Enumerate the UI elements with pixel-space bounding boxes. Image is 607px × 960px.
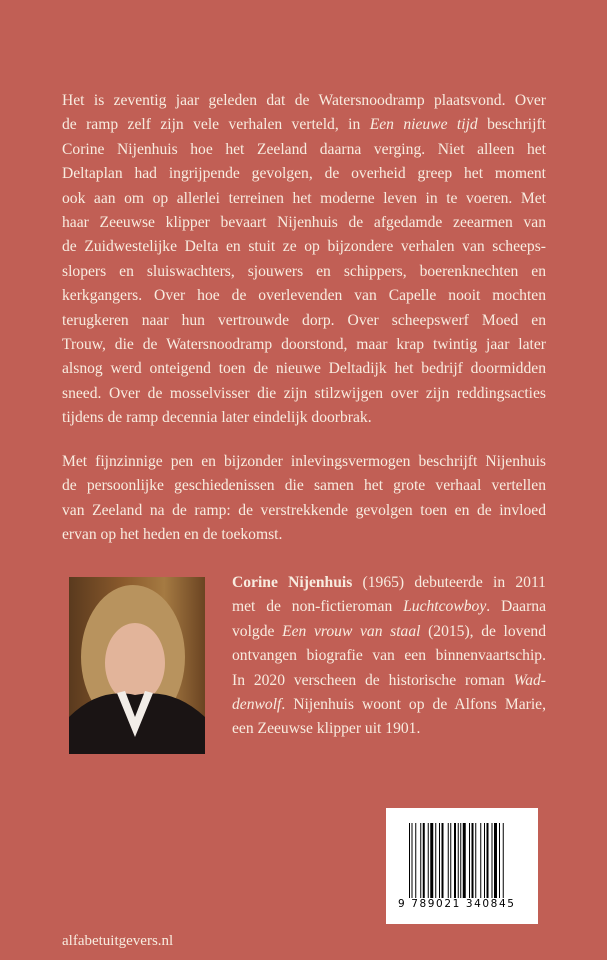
text-line <box>62 474 546 498</box>
text-line <box>232 644 546 668</box>
text-line <box>62 309 546 333</box>
text-segment: Trouw, die de Watersnoodramp doorstond, maar krap twintig jaar later <box>62 335 546 353</box>
text-line <box>62 187 546 211</box>
text-line <box>62 450 546 474</box>
text-segment: kerkgangers. Over hoe de overlevenden van Capelle nooit mochten <box>62 287 546 305</box>
text-segment: de Zuidwestelijke Delta en stuit ze op bijzondere verhalen van scheeps- <box>62 238 546 256</box>
barcode-bar <box>420 823 421 899</box>
blurb-paragraph-2 <box>62 450 546 548</box>
text-segment: ook aan om op allerlei terreinen het moderne leven in te voeren. Met <box>62 189 546 207</box>
text-line <box>62 89 546 113</box>
barcode-bar <box>454 823 456 899</box>
text-segment: terugkeren naar hun vertrouwde dorp. Over scheepswerf Moed en <box>62 311 546 329</box>
barcode-bar <box>472 823 474 899</box>
text-line <box>62 523 546 547</box>
blurb-paragraph-1 <box>62 89 546 430</box>
text-line <box>62 211 546 235</box>
text-line <box>232 669 546 693</box>
barcode-bars <box>409 823 517 907</box>
text-segment: (2015), de lovend <box>420 622 546 640</box>
barcode-bar <box>492 823 493 899</box>
italic-title: Een vrouw van staal <box>282 622 421 640</box>
italic-title: denwolf <box>232 695 282 713</box>
barcode-bar <box>463 823 466 899</box>
text-segment: volgde <box>232 622 283 640</box>
text-line <box>232 717 546 741</box>
text-line <box>62 113 546 137</box>
text-segment: Met fijnzinnige pen en bijzonder inlevingsvermogen beschrijft Nijenhuis <box>62 453 546 470</box>
text-segment: slopers en sluiswachters, sjouwers en schippers, boerenknechten en <box>62 262 546 280</box>
text-segment: In 2020 verscheen de historische roman <box>232 671 514 689</box>
barcode-bar <box>435 823 436 899</box>
barcode-bar <box>439 823 440 899</box>
text-line <box>232 620 546 644</box>
isbn-number: 9 789021 340845 <box>398 898 516 910</box>
isbn-barcode <box>386 808 538 924</box>
text-segment: met de non-fictieroman <box>232 598 404 616</box>
barcode-bar <box>494 823 497 899</box>
author-name: Corine Nijenhuis <box>232 574 353 591</box>
text-line <box>62 406 546 430</box>
text-line <box>232 571 546 595</box>
text-segment: beschrijft <box>477 116 546 134</box>
barcode-bar <box>423 823 425 899</box>
text-line <box>62 235 546 259</box>
text-segment: tijdens de ramp decennia later eindelijk doorbrak. <box>62 409 372 427</box>
barcode-bar <box>430 823 433 899</box>
author-photo <box>69 577 205 754</box>
barcode-bar <box>484 823 485 899</box>
publisher-website: alfabetuitgevers.nl <box>62 933 174 949</box>
text-line <box>62 138 546 162</box>
text-line <box>62 162 546 186</box>
italic-title: Een nieuwe tijd <box>369 116 478 134</box>
barcode-bar <box>460 823 461 899</box>
italic-title: Wad- <box>513 671 546 689</box>
text-segment: . Nijenhuis woont op de Alfons Marie, <box>281 695 546 713</box>
text-segment: ontvangen biografie van een binnenvaartschip. <box>232 647 546 665</box>
text-line <box>62 284 546 308</box>
barcode-bar <box>458 823 459 907</box>
barcode-bar <box>487 823 489 899</box>
italic-title: Luchtcowboy <box>403 598 487 616</box>
barcode-bar <box>412 823 413 907</box>
text-segment: haar Zeeuwse klipper bevaart Nijenhuis de afgedamde zeearmen van <box>62 213 546 231</box>
barcode-bar <box>503 823 504 907</box>
text-line <box>62 357 546 381</box>
text-segment: Het is zeventig jaar geleden dat de Watersnoodramp plaatsvond. Over <box>62 92 546 109</box>
author-bio <box>232 571 546 742</box>
barcode-bar <box>450 823 451 899</box>
barcode-bar <box>442 823 444 899</box>
text-segment: sneed. Over de mosselvisser die zijn stilzwijgen over zijn reddingsacties <box>62 384 546 402</box>
text-line <box>62 260 546 284</box>
barcode-bar <box>499 823 500 907</box>
text-segment: van Zeeland na de ramp: de verstrekkende gevolgen toen en de invloed <box>62 501 546 519</box>
barcode-bar <box>475 823 476 899</box>
text-segment: Corine Nijenhuis hoe het Zeeland daarna verging. Niet alleen het <box>62 140 546 158</box>
text-segment: (1965) debuteerde in 2011 <box>352 574 546 591</box>
barcode-bar <box>480 823 481 899</box>
text-segment: de persoonlijke geschiedenissen die samen het grote verhaal vertellen <box>62 477 546 495</box>
text-line <box>62 499 546 523</box>
barcode-bar <box>415 823 416 899</box>
text-line <box>232 693 546 717</box>
text-segment: de ramp zelf zijn vele verhalen verteld, in <box>62 116 370 134</box>
text-segment: . Daarna <box>486 598 547 616</box>
barcode-bar <box>448 823 449 899</box>
text-line <box>62 382 546 406</box>
text-line <box>62 333 546 357</box>
text-segment: alsnog werd onteigend toen de nieuwe Deltadijk het bedrijf doormidden <box>62 360 546 378</box>
text-segment: ervan op het heden en de toekomst. <box>62 526 283 544</box>
barcode-bar <box>409 823 410 907</box>
text-segment: een Zeeuwse klipper uit 1901. <box>232 720 421 738</box>
text-segment: Deltaplan had ingrijpende gevolgen, de overheid greep het moment <box>62 165 546 183</box>
barcode-bar <box>469 823 470 899</box>
text-line <box>232 595 546 619</box>
barcode-bar <box>428 823 429 899</box>
